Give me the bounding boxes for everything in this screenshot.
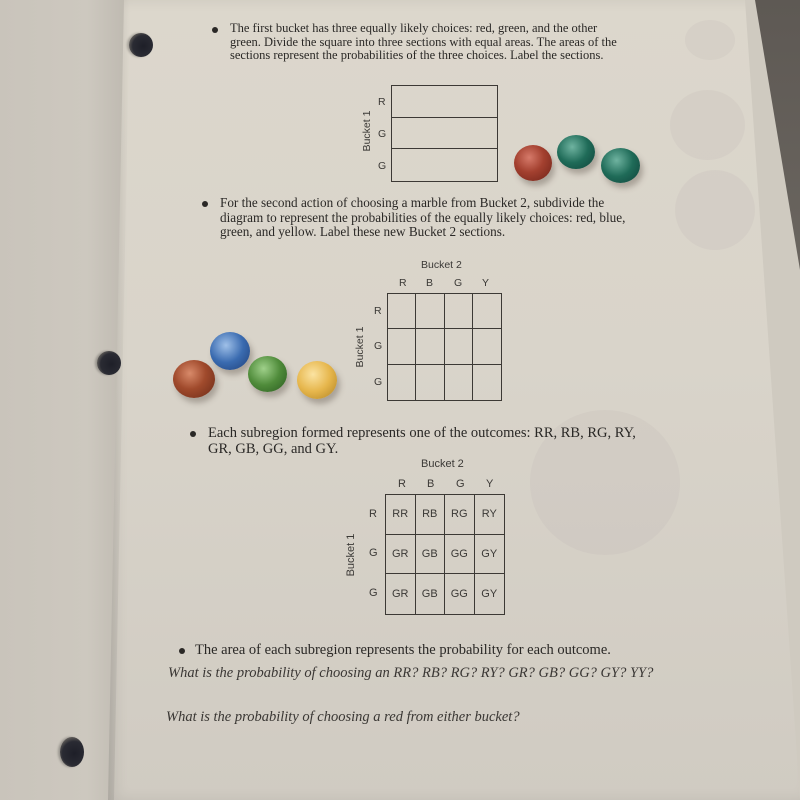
row-label: G xyxy=(374,340,383,352)
outcome-cell: RY xyxy=(475,495,505,535)
row-label: R xyxy=(374,305,382,317)
show-through-shape xyxy=(675,170,755,250)
show-through-shape xyxy=(670,90,745,160)
column-label: G xyxy=(454,277,463,289)
grid-cell xyxy=(388,294,416,329)
grid-cell xyxy=(445,365,473,400)
outcome-cell: GG xyxy=(445,535,475,575)
outcome-cell: GR xyxy=(386,574,416,614)
green-marble-image xyxy=(557,135,595,169)
grid-cell xyxy=(388,329,416,364)
column-label: R xyxy=(398,478,406,490)
grid-cell xyxy=(392,118,497,150)
binder-hole xyxy=(97,351,121,375)
row-label: G xyxy=(369,587,378,599)
outcome-cell: GB xyxy=(416,535,446,575)
outcome-cell: RG xyxy=(445,495,475,535)
outcome-cell: GR xyxy=(386,535,416,575)
bullet-icon xyxy=(202,201,208,207)
row-label: G xyxy=(378,160,387,172)
column-label: B xyxy=(426,277,434,289)
combined-area-diagram-blank xyxy=(387,293,502,401)
bucket2-axis-label: Bucket 2 xyxy=(421,458,464,470)
bucket1-area-diagram xyxy=(391,85,498,182)
bucket1-axis-label: Bucket 1 xyxy=(361,110,373,152)
grid-cell xyxy=(473,365,501,400)
red-marble-image xyxy=(173,360,215,398)
column-label: Y xyxy=(486,478,494,490)
instruction-2-text: For the second action of choosing a marble from Bucket 2, subdivide the diagram to represent the probabilities of the equally likely choices: red, blue, green, and yellow. Label these new Bucket 2 sections. xyxy=(220,195,626,239)
red-marble-image xyxy=(514,145,552,181)
row-label: G xyxy=(374,376,383,388)
blue-marble-image xyxy=(210,332,250,370)
row-label: R xyxy=(378,96,386,108)
row-label: G xyxy=(369,547,378,559)
grid-cell xyxy=(416,294,444,329)
instruction-1 xyxy=(210,22,630,63)
binder-hole xyxy=(129,33,153,57)
grid-cell xyxy=(392,149,497,181)
instruction-2 xyxy=(200,196,640,240)
outcome-cell: GY xyxy=(481,588,498,601)
column-label: R xyxy=(399,277,407,289)
instruction-4 xyxy=(175,642,675,658)
row-label: G xyxy=(378,128,387,140)
bucket1-axis-label: Bucket 1 xyxy=(345,533,357,577)
bucket2-axis-label: Bucket 2 xyxy=(421,259,462,271)
instruction-1-text: The first bucket has three equally likely choices: red, green, and the other green. Divide the square into three sections with equal areas. The areas of the sections represent the probabilities of the three choices. Label the sections. xyxy=(230,21,617,62)
facing-page xyxy=(0,0,125,800)
row-label: R xyxy=(369,508,377,520)
question-1 xyxy=(168,665,668,682)
column-label: G xyxy=(456,478,465,490)
green-marble-image xyxy=(248,356,287,392)
yellow-marble-image xyxy=(297,361,337,399)
grid-cell xyxy=(445,294,473,329)
column-label: Y xyxy=(482,277,490,289)
question-2 xyxy=(166,709,666,726)
bucket1-axis-label: Bucket 1 xyxy=(354,326,366,368)
binder-hole xyxy=(60,737,84,767)
outcome-cell: GG xyxy=(445,574,475,614)
grid-cell xyxy=(388,365,416,400)
instruction-4-text: The area of each subregion represents the probability for each outcome. xyxy=(195,642,611,658)
grid-cell xyxy=(392,86,497,118)
outcome-cell: GB xyxy=(416,574,446,614)
show-through-shape xyxy=(685,20,735,60)
bullet-icon xyxy=(212,27,218,33)
grid-cell xyxy=(416,329,444,364)
outcome-cell: GY xyxy=(475,535,505,575)
column-label: B xyxy=(427,478,435,490)
bullet-icon xyxy=(190,431,196,437)
question-2-text: What is the probability of choosing a red from either bucket? xyxy=(166,709,520,725)
instruction-3-text: Each subregion formed represents one of the outcomes: RR, RB, RG, RY, GR, GB, GG, and GY. xyxy=(208,425,636,457)
grid-cell xyxy=(473,294,501,329)
green-marble-image xyxy=(601,148,640,183)
grid-cell xyxy=(473,329,501,364)
grid-cell xyxy=(416,365,444,400)
instruction-3 xyxy=(188,425,658,457)
grid-cell xyxy=(445,329,473,364)
bullet-icon xyxy=(179,648,185,654)
outcome-area-diagram xyxy=(385,494,505,615)
question-1-text: What is the probability of choosing an RR? RB? RG? RY? GR? GB? GG? GY? YY? xyxy=(168,665,654,681)
outcome-cell: RB xyxy=(416,495,446,535)
outcome-cell: RR xyxy=(386,495,416,535)
